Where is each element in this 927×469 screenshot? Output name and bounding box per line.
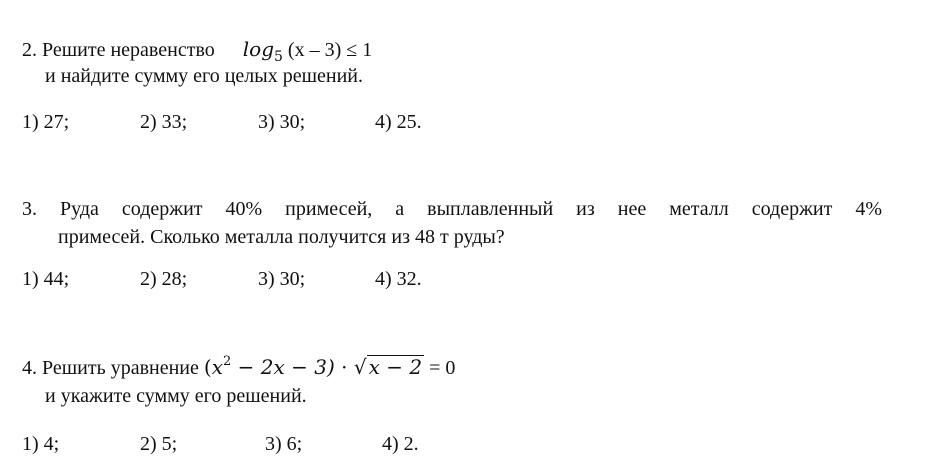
- problem-text: Решить уравнение: [42, 357, 199, 379]
- problem-number: 2.: [22, 39, 37, 61]
- problem-number: 4.: [22, 357, 37, 379]
- log-expression: [242, 37, 283, 65]
- problem-2-option-2: 2) 33;: [140, 111, 188, 133]
- radicand: x − 2: [368, 355, 423, 379]
- problem-2-line1: [22, 37, 372, 64]
- equation-rhs: = 0: [429, 357, 456, 379]
- problem-3-option-1: 1) 44;: [22, 268, 70, 290]
- problem-4-option-3: 3) 6;: [265, 433, 303, 455]
- multiplication-dot: ·: [341, 355, 348, 379]
- problem-3-line1: [22, 197, 882, 221]
- log-argument: (x – 3) ≤ 1: [287, 39, 373, 61]
- problem-text: Решите неравенство: [42, 39, 215, 61]
- square-root: [354, 355, 424, 379]
- sqrt-icon: √: [353, 355, 367, 379]
- problem-4-line1: [22, 355, 455, 383]
- log-base: 5: [274, 49, 283, 65]
- problem-3-line2: примесей. Сколько металла получится из 48 т руды?: [58, 226, 505, 248]
- equation: $(x^2 - 2x - 3)$ · √ x − 2: [203, 354, 423, 379]
- problem-2-option-3: 3) 30;: [258, 111, 306, 133]
- problem-number: 3.: [22, 198, 37, 220]
- problem-4-option-1: 1) 4;: [22, 433, 60, 455]
- problem-4-option-2: 2) 5;: [140, 433, 178, 455]
- problem-4-line2: и укажите сумму его решений.: [45, 385, 307, 407]
- problem-2-option-1: 1) 27;: [22, 111, 70, 133]
- problem-3-option-3: 3) 30;: [258, 268, 306, 290]
- problem-4-option-4: 4) 2.: [382, 433, 419, 455]
- problem-2-line2: и найдите сумму его целых решений.: [45, 65, 363, 87]
- problem-2-option-4: 4) 25.: [375, 111, 422, 133]
- exponent: 2: [222, 354, 232, 369]
- problem-3-option-2: 2) 28;: [140, 268, 188, 290]
- problem-text: Руда содержит 40% примесей, а выплавленный из нее металл содержит 4%: [60, 198, 883, 220]
- log-function: log: [242, 37, 274, 61]
- problem-3-option-4: 4) 32.: [375, 268, 422, 290]
